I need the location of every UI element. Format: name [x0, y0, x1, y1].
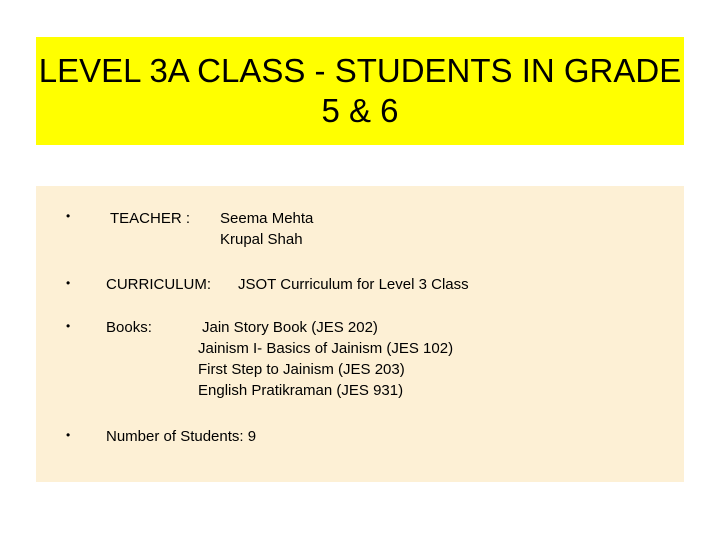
bullet-icon: •: [66, 209, 71, 223]
book-entry: Jain Story Book (JES 202): [202, 319, 378, 336]
books-list: [198, 317, 453, 401]
content-panel: [36, 186, 684, 482]
slide-title: [36, 37, 684, 145]
book-entry: First Step to Jainism (JES 203): [198, 361, 405, 378]
students-count: Number of Students: 9: [106, 428, 257, 445]
bullet-icon: •: [66, 428, 71, 442]
title-line-2: 5 & 6: [321, 92, 399, 129]
books-label: Books:: [106, 319, 152, 336]
teacher-label: TEACHER :: [110, 210, 191, 227]
teacher-name: Seema Mehta: [220, 210, 314, 227]
book-entry: Jainism I- Basics of Jainism (JES 102): [198, 340, 454, 357]
title-line-1: LEVEL 3A CLASS - STUDENTS IN GRADE: [38, 52, 682, 89]
teacher-names: [220, 208, 313, 250]
curriculum-value: [238, 274, 469, 295]
bullet-icon: •: [66, 276, 71, 290]
curriculum-label: CURRICULUM:: [106, 276, 211, 293]
bullet-icon: •: [66, 319, 71, 333]
book-entry: English Pratikraman (JES 931): [198, 382, 404, 399]
curriculum-text: JSOT Curriculum for Level 3 Class: [238, 276, 469, 293]
teacher-name: Krupal Shah: [220, 231, 303, 248]
